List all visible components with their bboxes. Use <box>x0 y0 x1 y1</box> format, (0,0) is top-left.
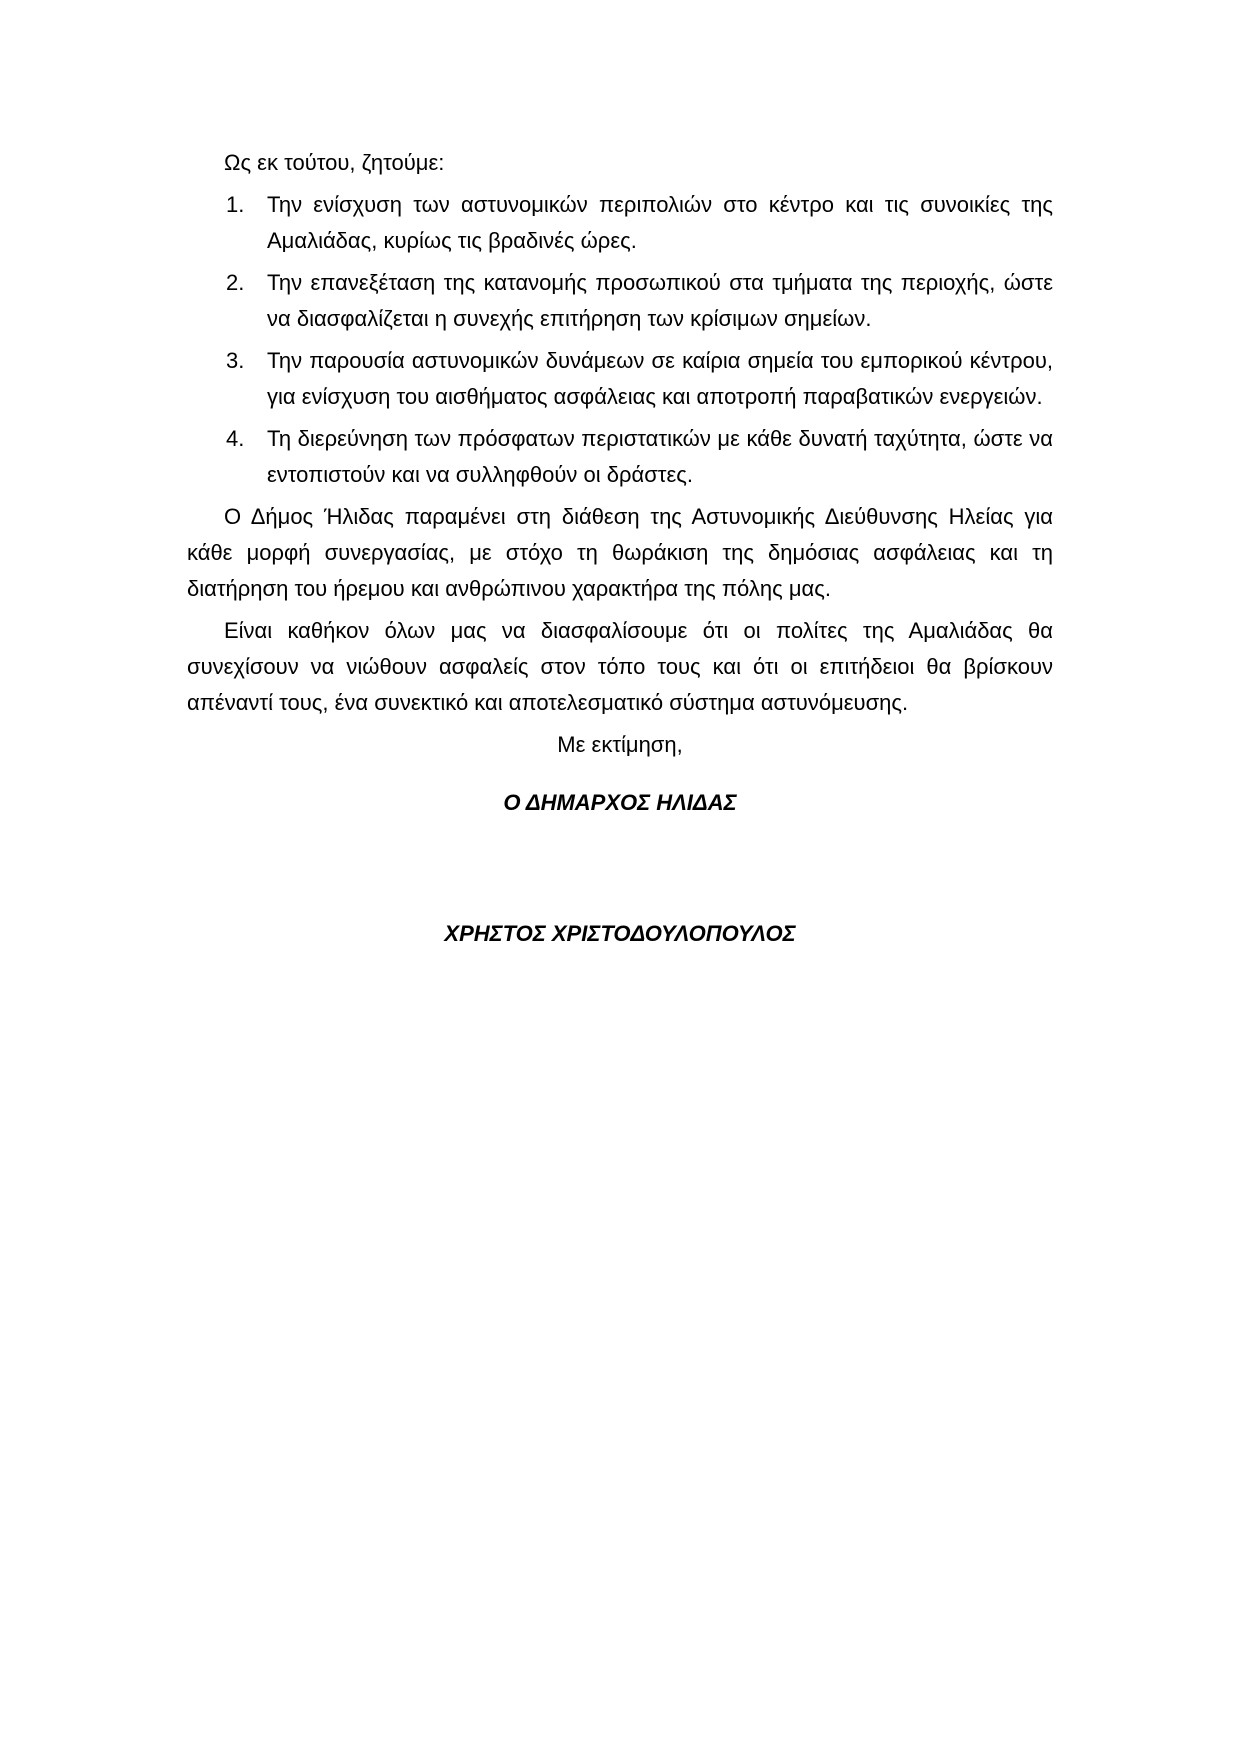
closing-salutation: Με εκτίμηση, <box>557 732 683 757</box>
list-item <box>187 187 1053 259</box>
body-paragraph: Είναι καθήκον όλων μας να διασφαλίσουμε ότι οι πολίτες της Αμαλιάδας θα συνεχίσουν να νιώθουν ασφαλείς στον τόπο τους και ότι οι επιτήδειοι θα βρίσκουν απέναντί τους, ένα συνεκτικό και αποτελεσματικό σύστημα αστυνόμευσης. <box>187 618 1053 715</box>
list-item <box>187 343 1053 415</box>
list-item-number: 4. <box>226 426 245 451</box>
requests-list <box>187 187 1053 493</box>
signature-name: ΧΡΗΣΤΟΣ ΧΡΙΣΤΟΔΟΥΛΟΠΟΥΛΟΣ <box>444 921 796 946</box>
list-item-number: 1. <box>226 192 245 217</box>
list-item-number: 2. <box>226 270 245 295</box>
list-item <box>187 265 1053 337</box>
signature-title: Ο ΔΗΜΑΡΧΟΣ ΗΛΙΔΑΣ <box>503 790 737 815</box>
list-item-number: 3. <box>226 348 245 373</box>
list-item <box>187 421 1053 493</box>
list-item-text: Την επανεξέταση της κατανομής προσωπικού στα τμήματα της περιοχής, ώστε να διασφαλίζεται η συνεχής επιτήρηση των κρίσιμων σημείων. <box>267 270 1053 331</box>
body-paragraph: Ο Δήμος Ήλιδας παραμένει στη διάθεση της Αστυνομικής Διεύθυνσης Ηλείας για κάθε μορφή συνεργασίας, με στόχο τη θωράκιση της δημόσιας ασφάλειας και τη διατήρηση του ήρεμου και ανθρώπινου χαρακτήρα της πόλης μας. <box>187 504 1053 601</box>
intro-line: Ως εκ τούτου, ζητούμε: <box>224 150 445 175</box>
list-item-text: Τη διερεύνηση των πρόσφατων περιστατικών με κάθε δυνατή ταχύτητα, ώστε να εντοπιστούν και να συλληφθούν οι δράστες. <box>267 426 1053 487</box>
list-item-text: Την ενίσχυση των αστυνομικών περιπολιών στο κέντρο και τις συνοικίες της Αμαλιάδας, κυρίως τις βραδινές ώρες. <box>267 192 1053 253</box>
list-item-text: Την παρουσία αστυνομικών δυνάμεων σε καίρια σημεία του εμπορικού κέντρου, για ενίσχυση του αισθήματος ασφάλειας και αποτροπή παραβατικών ενεργειών. <box>267 348 1053 409</box>
